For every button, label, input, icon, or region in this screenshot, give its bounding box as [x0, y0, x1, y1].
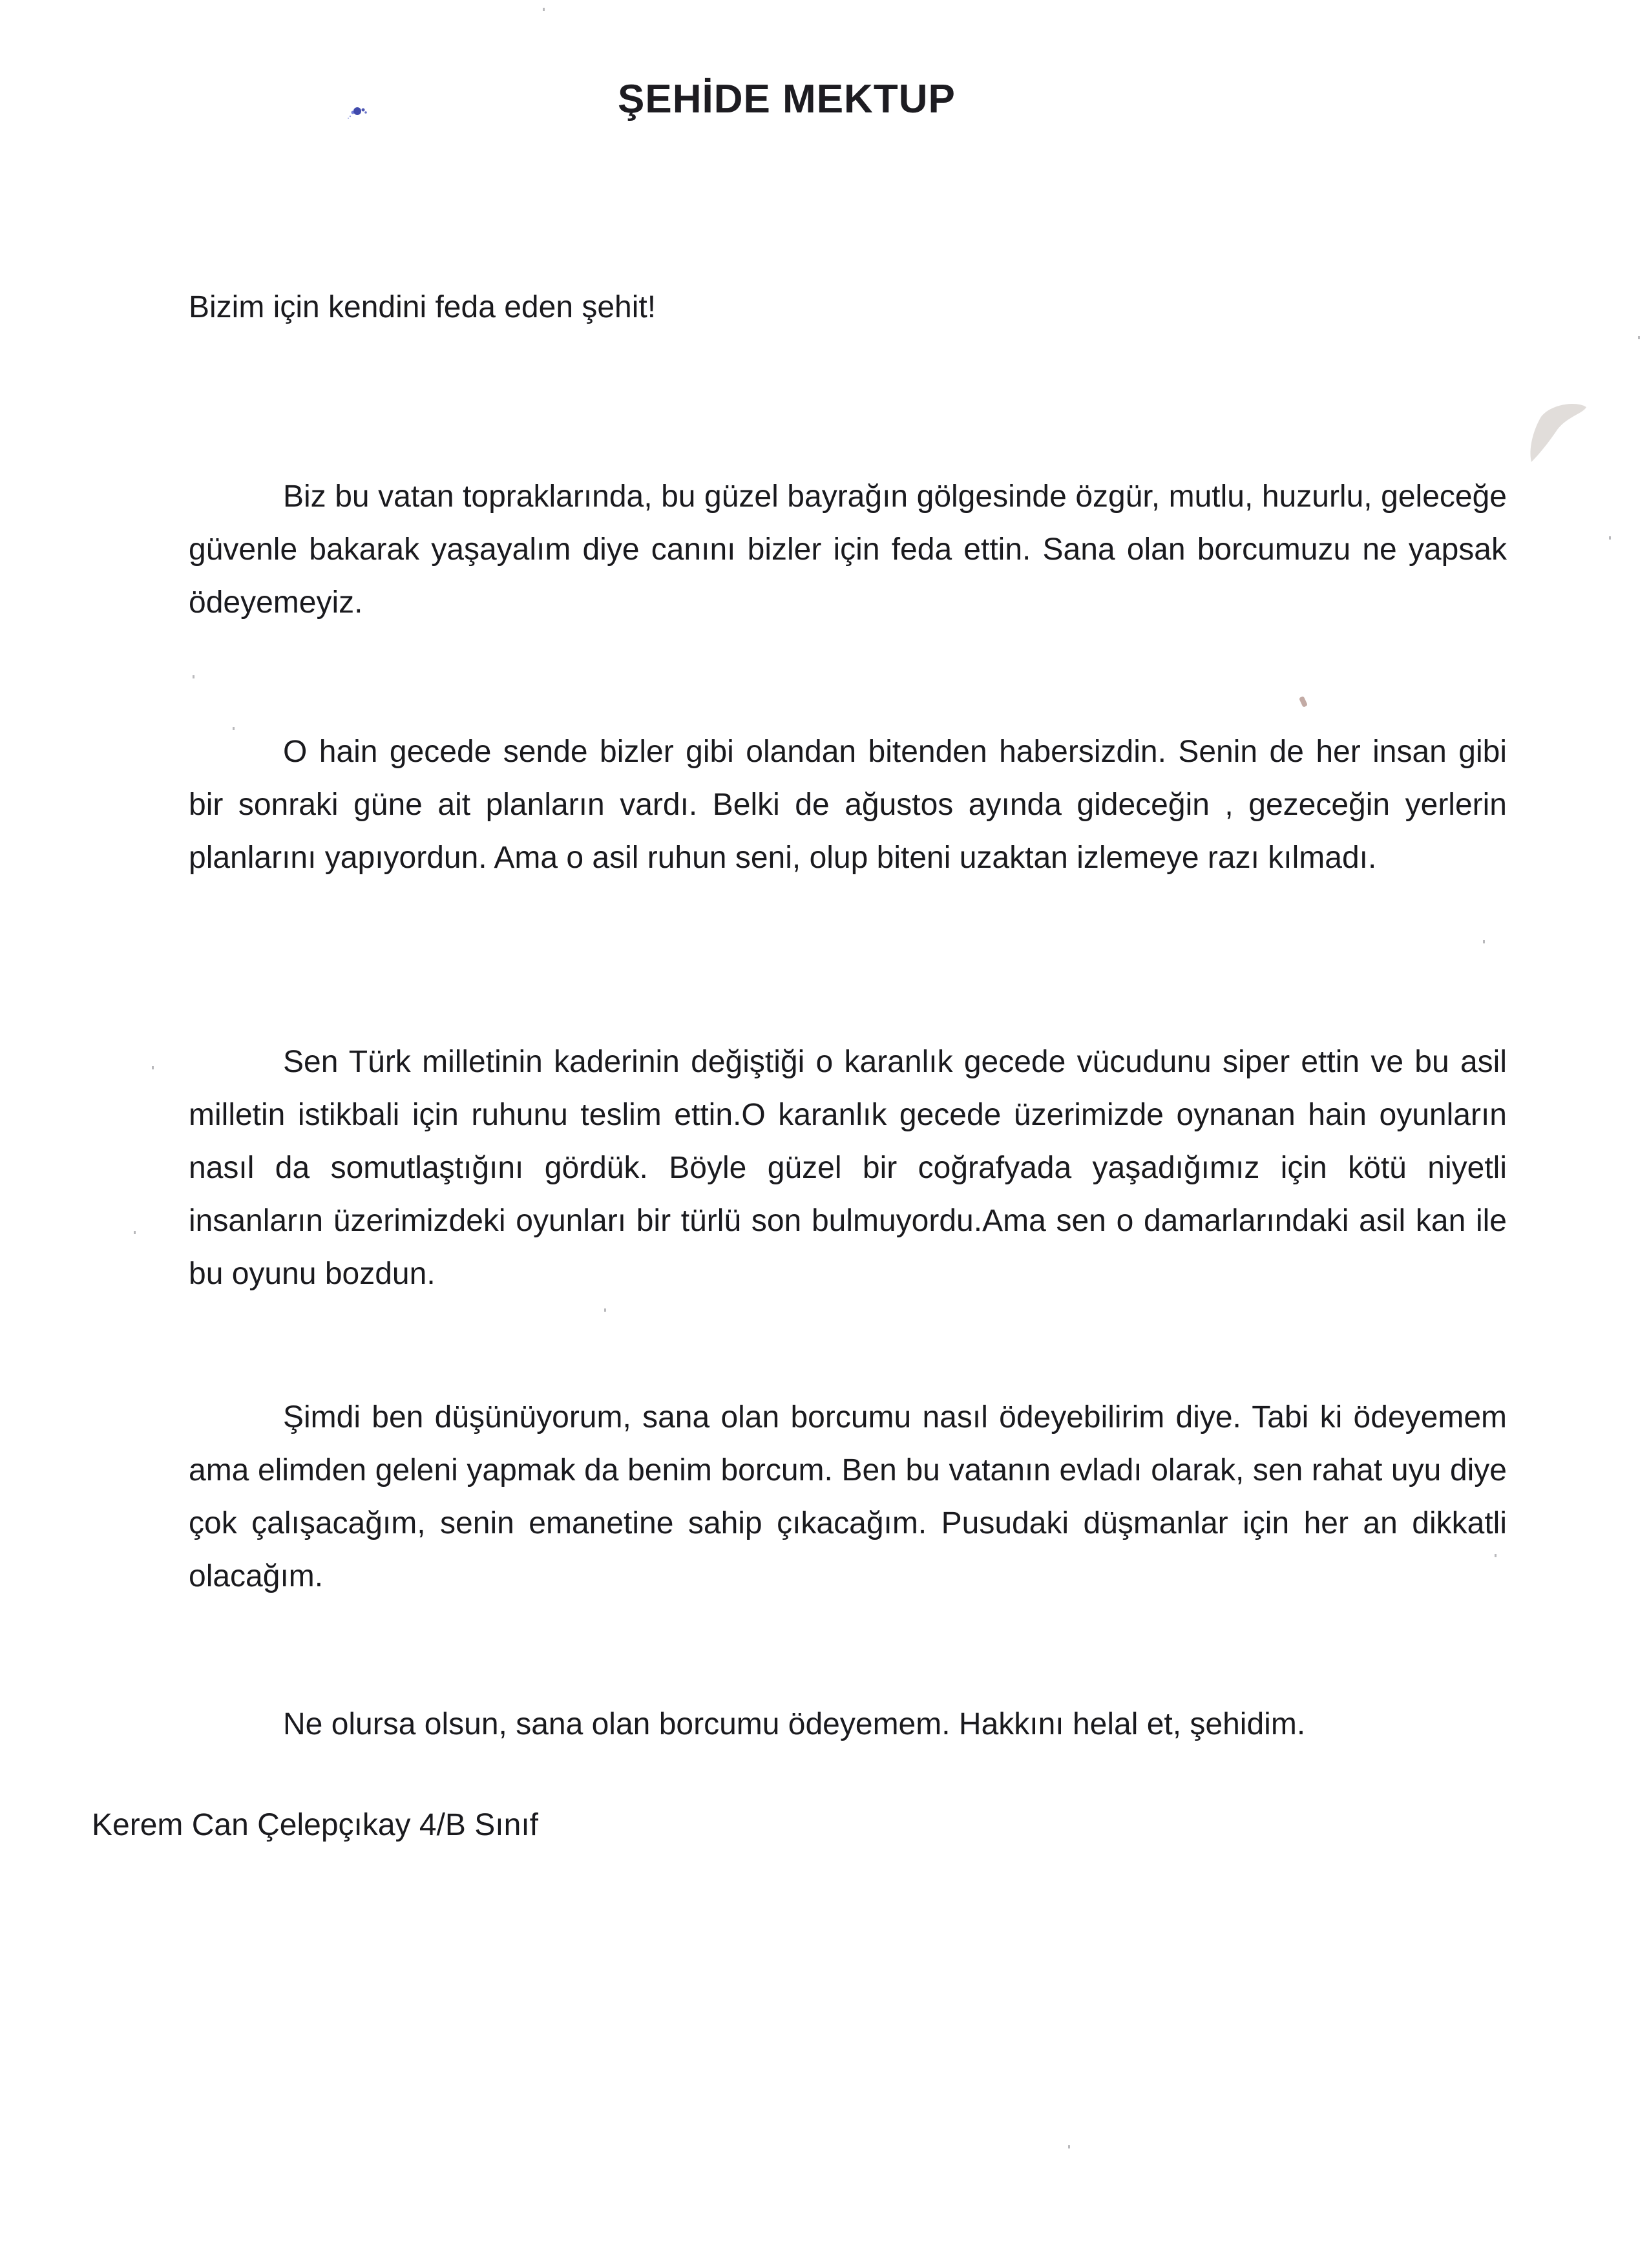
letter-paragraph: Şimdi ben düşünüyorum, sana olan borcumu nasıl ödeyebilirim diye. Tabi ki ödeyemem ama elimden geleni yapmak da benim borcum. Ben bu vatanın evladı olarak, sen rahat uyu diye çok çalışacağım, senin emanetine sahip çıkacağım. Pusudaki düşmanlar için her an dikkatli olacağım. [189, 1400, 1507, 1593]
letter-signature: Kerem Can Çelepçıkay 4/B Sınıf [92, 1808, 538, 1842]
letter-greeting: Bizim için kendini feda eden şehit! [189, 290, 656, 324]
scan-speck [152, 1066, 154, 1069]
scan-speck [233, 727, 235, 730]
scan-speck [1495, 1554, 1497, 1557]
scan-speck [1068, 2145, 1070, 2148]
scan-speck [543, 8, 545, 11]
smudge-mark-icon [1522, 391, 1593, 468]
scan-speck [604, 1308, 606, 1312]
letter-paragraph: O hain gecede sende bizler gibi olandan bitenden habersizdin. Senin de her insan gibi bir sonraki güne ait planların vardı. Belki de ağustos ayında gideceğin , gezeceğin yerlerin planlarını yapıyordun. Ama o asil ruhun seni, olup biteni uzaktan izlemeye razı kılmadı. [189, 735, 1507, 875]
scan-speck [193, 675, 194, 678]
letter-title: ŞEHİDE MEKTUP [618, 77, 956, 121]
letter-paragraph: Biz bu vatan topraklarında, bu güzel bayrağın gölgesinde özgür, mutlu, huzurlu, geleceğe güvenle bakarak yaşayalım diye canını bizler için feda ettin. Sana olan borcumuzu ne yapsak ödeyemeyiz. [189, 479, 1507, 620]
scan-speck [1483, 940, 1485, 943]
scan-speck [134, 1231, 136, 1234]
letter-closing: Ne olursa olsun, sana olan borcumu ödeyemem. Hakkını helal et, şehidim. [283, 1707, 1306, 1741]
scan-speck [1638, 336, 1640, 339]
pen-mark-icon [1299, 696, 1308, 708]
letter-paragraph: Sen Türk milletinin kaderinin değiştiği o karanlık gecede vücudunu siper ettin ve bu asil milletin istikbali için ruhunu teslim ettin.O karanlık gecede üzerimizde oynanan hain oyunların nasıl da somutlaştığını gördük. Böyle güzel bir coğrafyada yaşadığımız için kötü niyetli insanların üzerimizdeki oyunları bir türlü son bulmuyordu.Ama sen o damarlarındaki asil kan ile bu oyunu bozdun. [189, 1045, 1507, 1291]
ink-stamp-icon [346, 102, 372, 121]
scan-speck [1609, 536, 1611, 540]
